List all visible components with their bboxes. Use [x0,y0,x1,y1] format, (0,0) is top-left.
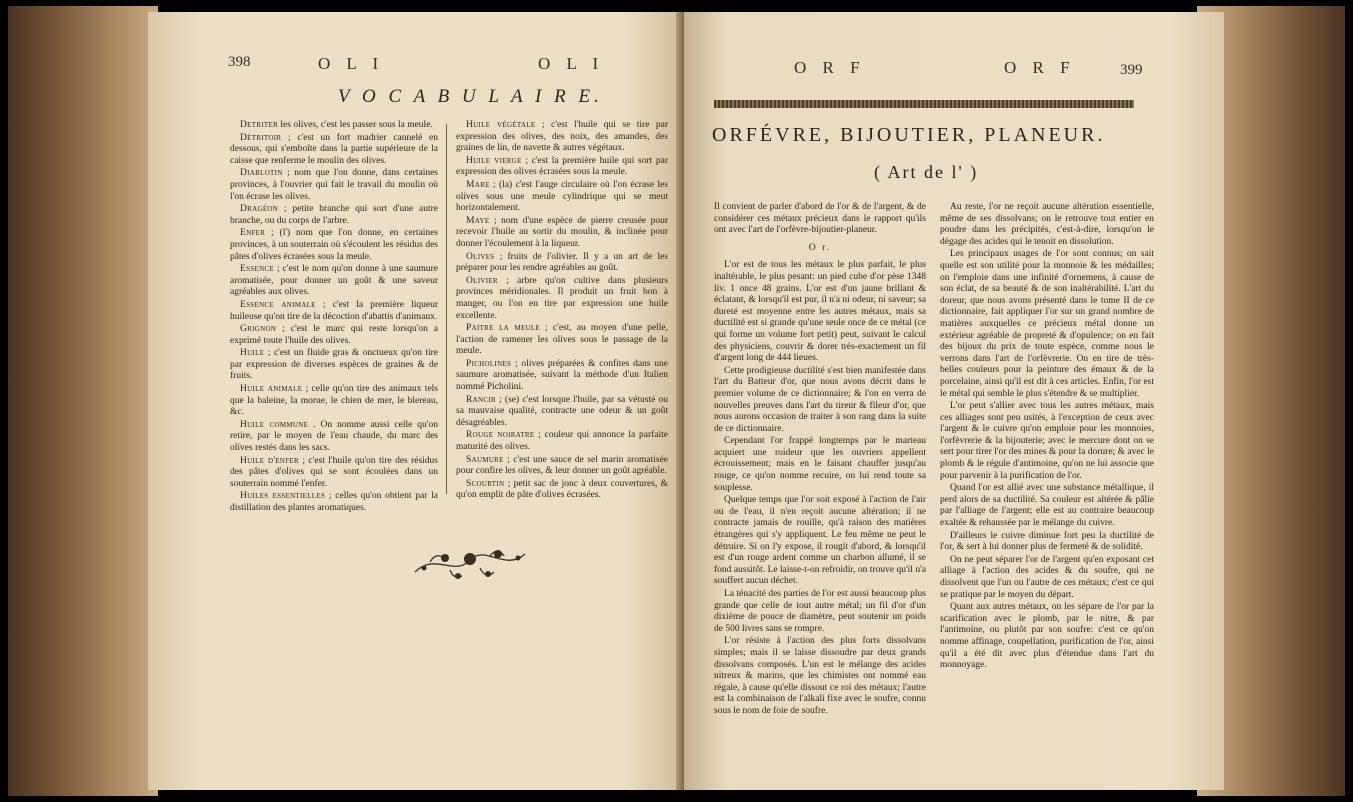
vocabulary-entry [230,168,438,203]
entry-definition: ; c'est l'huile qu'on tire des résidus des pâtes d'olives qui se sont écoulées dans un souterrain nommé l'enfer. [230,455,439,489]
vocabulary-entry [230,204,438,227]
vocabulary-entry [456,323,668,358]
column-divider [446,124,447,494]
vocabulary-entry [456,252,668,275]
entry-term: Detriter [240,120,279,130]
vocabulary-entry [230,300,438,323]
body-paragraph: Au reste, l'or ne reçoit aucune altération essentielle, même de ses dissolvans; on le retrouve tout entier en poudre dans les précipités, c'est-à-dire, lorsqu'on le dégage des acides qui le tenoit en dissolution. [940,202,1154,247]
vocabulary-entry [230,228,438,263]
article-title: ORFÉVRE, BIJOUTIER, PLANEUR. [712,124,1106,146]
vocabulary-entry [230,348,438,383]
entry-term: Huile commune [240,419,309,430]
body-paragraph: Cette prodigieuse ductilité s'est bien manifestée dans l'art du Batteur d'or, que nous avons décrit dans le premier volume de ce dictionnaire; & l'on en verra de nouvelles preuves dans l'art du tireur & fileur d'or, que nous aurons occasion de traiter à son rang dans la suite de ce dictionnaire. [714,365,926,434]
entry-term: Diablotin [240,168,283,179]
entry-term: Olivier [466,275,498,286]
entry-term: Rancir [466,394,496,405]
vocabulary-entry [456,276,668,322]
entry-definition: ; c'est la première huile qui sort par expression des olives écrasées sous la meule. [456,155,669,178]
entry-definition: les olives, c'est les passer sous la meule. [280,120,433,130]
vocabulary-entry [230,120,438,132]
section-heading-or: O r. [808,242,832,253]
entry-definition: ; celle qu'on tire des animaux tels que la baleine, la morue, le chien de mer, le blereau, &c. [230,384,438,418]
body-paragraph: Quant aux autres métaux, on les sépare de l'or par la scarification avec le plomb, par le nitre, & par l'antimoine, ou plutôt par son soufre: c'est ce qu'on nomme affinage, coupellation, purification de l'or, ainsi qu'il a été dit avec plus d'étendue dans l'art du monnoyage. [940,602,1154,671]
article-subtitle: ( Art de l' ) [874,162,979,182]
entry-definition: ; c'est un fluide gras & onctueux qu'on tire par expression de diverses espèces de graines & de fruits. [230,348,438,382]
page-number-right: 399 [1120,62,1143,78]
left-column-1 [230,120,438,516]
entry-term: Paitre la meule [466,323,541,334]
running-head-right-1: O R F [794,58,866,77]
entry-definition: ; c'est le nom qu'on donne à une saumure aromatisée, pour donner un goût & une saveur agréables aux olives. [230,264,438,298]
entry-term: Maye [466,215,490,226]
entry-term: Mare [466,179,490,190]
entry-term: Essence [240,264,274,275]
body-paragraph: L'or résiste à l'action des plus forts dissolvans simples; mais il se laisse dissoudre par deux grands dissolvans composés. L'un est le mélange des acides nitreux & marins, que les chimistes ont nommé eau régale, à cause qu'elle dissout ce roi des métaux; l'autre est la combinaison de l'alkali fixe avec le soufre, connu sous le nom de foie de soufre. [714,636,926,716]
vocabulary-entry [456,395,668,430]
running-head-left-1: O L I [318,54,385,73]
vocabulary-entry [230,420,438,455]
entry-definition: ; c'est, au moyen d'une pelle, l'action de ramener les olives sous le passage de la meule. [456,323,668,357]
body-paragraph: L'or est de tous les métaux le plus parfait, le plus inaltérable, le plus pesant: un pied cube d'or pèse 1348 liv. 1 once 48 grains. L'or est d'un jaune brillant & éclatant, & lorsqu'il est pur, il n'a ni odeur, ni saveur; sa dureté est moyenne entre les autres métaux, mais sa ductilité est si grande qu'une seule once de ce métal (ce qui forme un volume fort petit) peut, suivant le calcul des physiciens, couvrir & dorer très-exactement un fil d'argent long de 444 lieues. [714,260,926,364]
running-head-left-2: O L I [538,54,605,73]
entry-term: Scourtin [466,478,505,489]
vocabulary-entry [230,133,438,168]
page-number-left: 398 [228,54,251,70]
right-column-2 [940,202,1154,673]
entry-definition: ; petite branche qui sort d'une autre branche, ou du corps de l'arbre. [230,204,439,226]
open-book [8,6,1345,796]
vocabulary-entry [456,359,668,394]
entry-definition: ; nom que l'on donne, dans certaines provinces, à l'ouvrier qui fait le travail du moulin où l'on écrase les olives. [230,168,439,202]
entry-definition: ; arbre qu'on cultive dans plusieurs provinces méridionales. Il produit un fruit bon à manger, ou l'on en tire par expression une huile excellente. [456,275,668,321]
body-paragraph: On ne peut séparer l'or de l'argent qu'en exposant cet alliage à l'action des acides & du soufre, qui ne dissolvent que l'un ou l'autre de ces métaux; c'est ce qui se pratique par le moyen du départ. [940,554,1154,600]
entry-definition: ; c'est l'huile qui se tire par expression des olives, des noix, des amandes, des graines de lin, de navette & autres végétaux. [456,120,669,154]
vocabulary-entry [456,180,668,215]
body-paragraph: L'or peut s'allier avec tous les autres métaux, mais ces alliages sont peu usités, à l'exception de ceux avec l'argent & le cuivre qu'on emploie pour les monnoies, l'orfèvrerie & la bijouterie; avec le mercure dont on se sert pour tirer l'or des mines & pour la dorure; & avec le plomb & le régule d'antimoine, qu'on ne lui associe que pour parvenir à la purification de l'or. [940,401,1154,481]
entry-term: Huile d'enfer [240,455,300,466]
decorative-rule [714,100,1134,108]
entry-definition: ; olives préparées & confites dans une saumure aromatisée, suivant la méthode d'un Italien nommé Picholini. [456,358,668,393]
entry-definition: ; (se) c'est lorsque l'huile, par sa vétusté ou sa mauvaise qualité, contracte une odeur & un goût désagréables. [456,394,669,428]
vocabulary-entry [230,456,438,491]
entry-definition: ; c'est le marc qui reste lorsqu'on a exprimé toute l'huile des olives. [230,324,438,346]
entry-term: Olives [466,251,495,262]
entry-definition: . On nomme aussi celle qu'on retire, par le moyen de l'eau chaude, du marc des olives restés dans les sacs. [230,419,438,454]
entry-definition: ; c'est un fort madrier cannelé en dessous, qui s'emboîte dans la partie supérieure de la caisse que renferme le moulin des olives. [230,132,438,166]
intro-paragraph: Il convient de parler d'abord de l'or & de l'argent, & de considérer ces métaux précieux dans le rapport qu'ils ont avec l'art de l'orfèvre-bijoutier-planeur. [714,202,926,236]
vocabulary-entry [456,156,668,179]
body-paragraph: D'ailleurs le cuivre diminue fort peu la ductilité de l'or, & sert à lui donner plus de fermeté & de solidité. [940,530,1154,553]
body-paragraph: La ténacité des parties de l'or est aussi beaucoup plus grande que celle de tout autre métal; un fil d'or d'un dixième de pouce de diamètre, peut soutenir un poids de 500 livres sans se rompre. [714,589,926,634]
right-column-1 [714,202,926,719]
body-paragraph: Quelque temps que l'or soit exposé à l'action de l'air ou de l'eau, il n'en reçoit aucune altération; il ne contracte jamais de rouille, qu'à raison des matières étrangères qui s'y appliquent. Le feu même ne peut le détruire. Si on l'y expose, il rougit d'abord, & lorsqu'il est d'un rouge ardent comme un charbon allumé, il se fond aussitôt. Le laisse-t-on refroidir, on trouve qu'il n'a souffert aucun déchet. [714,495,926,587]
entry-term: Dragéon [240,204,279,215]
left-page [148,12,688,790]
entry-definition: ; c'est la première liqueur huileuse qu'on tire de la décoction d'abattis d'animaux. [230,299,439,322]
vocabulary-entry [230,264,438,299]
vocabulary-entry [456,479,668,502]
entry-definition: ; (la) c'est l'auge circulaire où l'on écrase les olives sous une meule cylindrique qui se meut horizontalement. [456,179,669,214]
right-page [684,12,1224,790]
entry-term: Huile animale [240,384,303,395]
left-column-2 [456,120,668,503]
entry-definition: ; couleur qui annonce la parfaite maturité des olives. [456,430,669,453]
entry-term: Saumure [466,454,504,465]
vocabulary-entry [230,384,438,419]
entry-term: Essence animale [240,299,316,310]
entry-definition: ; nom d'une espèce de pierre creusée pour recevoir l'huile au sortir du moulin, & inclinée pour donner l'écoulement à la liqueur. [456,215,669,249]
body-paragraph: Quand l'or est allié avec une substance métallique, il perd alors de sa ductilité. Sa couleur est altérée & pâlie par l'alliage de l'argent; elle est au contraire beaucoup exaltée & rehaussée par le mélange du cuivre. [940,483,1154,529]
entry-definition: ; petit sac de jonc à deux couvertures, & qu'on emplit de pâte d'olives écrasées. [456,478,668,501]
entry-term: Picholines [466,358,512,369]
entry-definition: ; fruits de l'olivier. Il y a un art de les préparer pour les rendre agréables au goût. [456,251,669,274]
page-edges-left [8,6,158,796]
entry-definition: ; (l') nom que l'on donne, en certaines provinces, à un souterrain où s'écoulent les résidus des pâtes d'olives écrasées sous la meule. [230,228,439,262]
vocabulary-entry [456,430,668,453]
vocabulary-entry [456,120,668,155]
entry-definition: ; c'est une sauce de sel marin aromatisée pour confire les olives, & leur donner un goût agréable. [456,454,669,477]
entry-term: Huiles essentielles [240,491,326,502]
body-paragraph: Cependant l'or frappé longtemps par le marteau acquiert une roideur que les ouvriers appellent écrouissement; mais en le faisant chauffer jusqu'au rouge, ce qu'on nomme recuire, on lui rend toute sa souplesse. [714,436,926,493]
entry-term: Huile végétale [466,120,536,130]
entry-term: Huile vierge [466,155,522,166]
entry-term: Grignon [240,324,277,335]
vocabulary-entry [230,491,438,514]
section-title: V O C A B U L A I R E. [338,86,603,107]
vocabulary-entry [456,455,668,478]
vocabulary-entry [230,324,438,347]
entry-term: Détritoir [240,132,282,143]
body-paragraph: Les principaux usages de l'or sont connus; on sait quelle est son utilité pour la monnoie & les médailles; on l'emploie dans une infinité d'ornemens, à cause de son éclat, de sa beauté & de son inaltérabilité. L'art du doreur, que nous avons présenté dans le tome II de ce dictionnaire, fait appliquer l'or sur un grand nombre de matières auxquelles ce précieux métal donne un extérieur agréable de propreté & d'opulence; on en fait des bijoux du prix de toute espèce, comme nous le verrons dans l'art de l'orfèvrerie. On en tire de très-belles couleurs pour la peinture des émaux & de la porcelaine, ainsi qu'il est dit à ces articles. Enfin, l'or est le métal qui semble le plus s'étendre & se multiplier. [940,249,1154,399]
entry-definition: ; celles qu'on obtient par la distillation des plantes aromatiques. [230,491,438,513]
vocabulary-entry [456,216,668,251]
entry-term: Enfer [240,228,266,239]
floral-ornament-icon [410,532,530,586]
entry-term: Huile [240,348,265,359]
entry-term: Rouge noiratre [466,430,535,441]
running-head-right-2: O R F [1004,58,1076,77]
